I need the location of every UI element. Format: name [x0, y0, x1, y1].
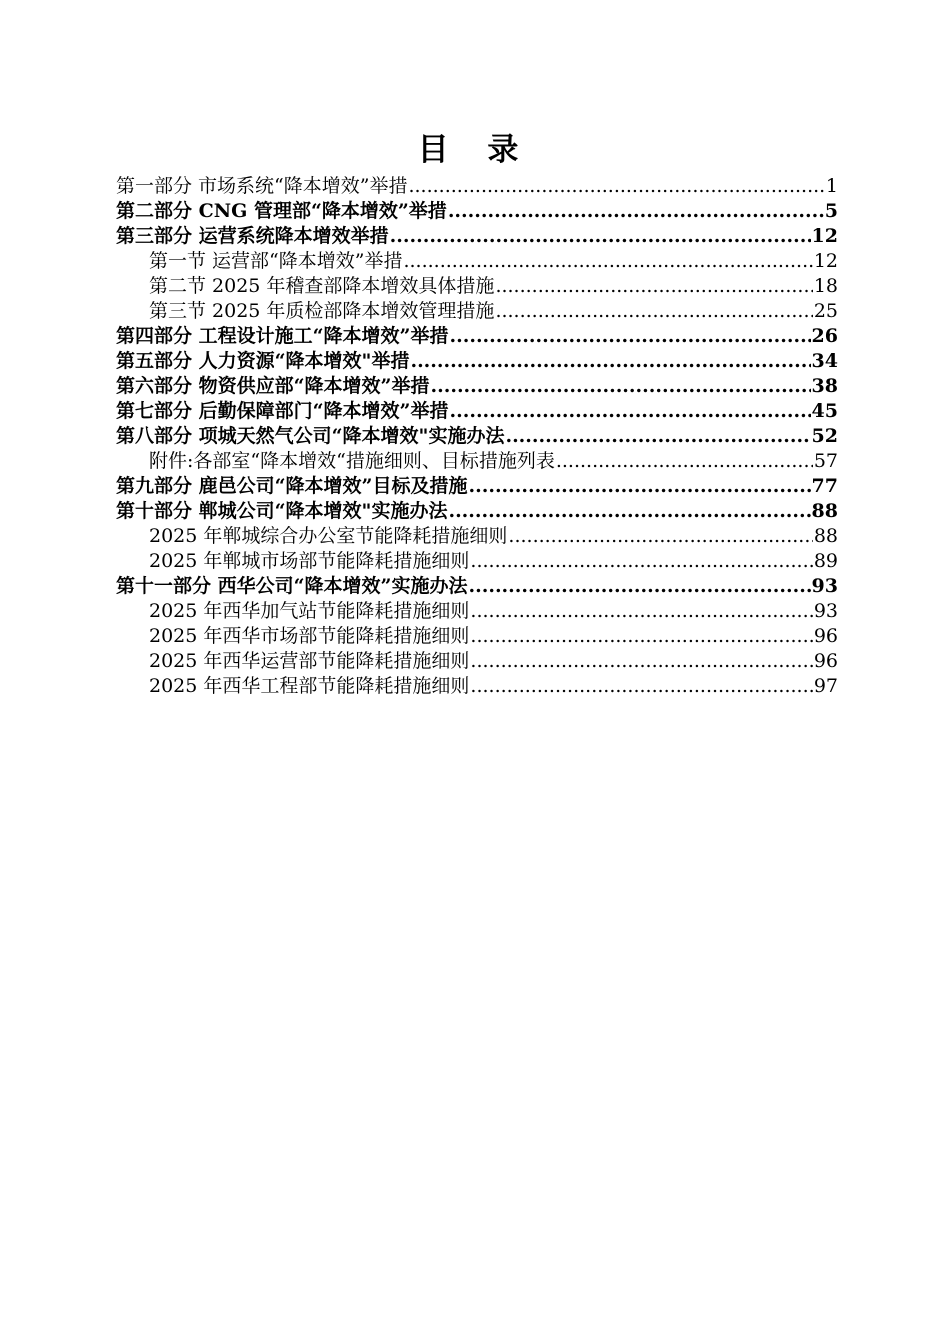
toc-entry[interactable] [116, 199, 838, 224]
toc-entry-page: 52 [811, 425, 838, 447]
toc-entry-label: 附件:各部室“降本增效“措施细则、目标措施列表 [149, 450, 555, 472]
toc-entry[interactable] [116, 324, 838, 349]
toc-leader-dots [495, 274, 812, 299]
toc-entry[interactable] [116, 524, 838, 549]
toc-entry-label: 第六部分 物资供应部“降本增效”举措 [116, 375, 430, 397]
toc-leader-dots [448, 199, 824, 224]
toc-entry-label: 2025 年西华工程部节能降耗措施细则 [149, 675, 470, 697]
toc-entry-page: 96 [813, 650, 838, 672]
toc-entry-label: 第三节 2025 年质检部降本增效管理措施 [149, 300, 495, 322]
toc-leader-dots [390, 224, 811, 249]
toc-entry[interactable] [116, 549, 838, 574]
toc-entry-page: 1 [825, 175, 838, 197]
toc-leader-dots [495, 299, 812, 324]
toc-entry-page: 96 [813, 625, 838, 647]
toc-entry[interactable] [116, 374, 838, 399]
toc-entry[interactable] [116, 599, 838, 624]
toc-leader-dots [430, 374, 810, 399]
toc-entry[interactable] [116, 474, 838, 499]
toc-entry-label: 第二节 2025 年稽查部降本增效具体措施 [149, 275, 495, 297]
toc-entry[interactable] [116, 499, 838, 524]
toc-title: 目 录 [417, 132, 533, 168]
toc-leader-dots [408, 174, 824, 199]
toc-entry-page: 57 [813, 450, 838, 472]
toc-entry-page: 97 [813, 675, 838, 697]
toc-entry-page: 12 [813, 250, 838, 272]
toc-leader-dots [468, 574, 810, 599]
toc-leader-dots [470, 674, 812, 699]
toc-entry[interactable] [116, 674, 838, 699]
toc-entry[interactable] [116, 399, 838, 424]
toc-entry-label: 2025 年西华市场部节能降耗措施细则 [149, 625, 470, 647]
toc-leader-dots [508, 524, 812, 549]
toc-entry-label: 第四部分 工程设计施工“降本增效”举措 [116, 325, 449, 347]
toc-entry-label: 第七部分 后勤保障部门“降本增效”举措 [116, 400, 449, 422]
toc-entry-page: 38 [811, 375, 838, 397]
toc-entry-page: 93 [813, 600, 838, 622]
toc-entry[interactable] [116, 349, 838, 374]
toc-leader-dots [448, 499, 810, 524]
toc-entry-label: 第一节 运营部“降本增效”举措 [149, 250, 403, 272]
toc-entry-page: 93 [811, 575, 838, 597]
toc-leader-dots [470, 649, 812, 674]
toc-leader-dots [470, 599, 812, 624]
toc-leader-dots [449, 399, 810, 424]
toc-entry-page: 12 [811, 225, 838, 247]
toc-entry[interactable] [116, 574, 838, 599]
toc-entry-label: 第二部分 CNG 管理部“降本增效”举措 [116, 200, 447, 222]
toc-entry[interactable] [116, 249, 838, 274]
toc-leader-dots [403, 249, 812, 274]
toc-entry-page: 88 [811, 500, 838, 522]
toc-entry[interactable] [116, 449, 838, 474]
toc-entry-label: 第一部分 市场系统“降本增效”举措 [116, 175, 408, 197]
toc-entry-label: 第九部分 鹿邑公司“降本增效”目标及措施 [116, 475, 468, 497]
toc-leader-dots [410, 349, 810, 374]
toc-entry-label: 第五部分 人力资源“降本增效"举措 [116, 350, 410, 372]
toc-entry-page: 88 [813, 525, 838, 547]
toc-entry-label: 2025 年郸城市场部节能降耗措施细则 [149, 550, 470, 572]
toc-entry[interactable] [116, 624, 838, 649]
table-of-contents [116, 174, 838, 699]
toc-entry[interactable] [116, 649, 838, 674]
toc-entry[interactable] [116, 424, 838, 449]
toc-entry-page: 77 [811, 475, 838, 497]
toc-entry-page: 34 [811, 350, 838, 372]
toc-entry-label: 第八部分 项城天然气公司“降本增效"实施办法 [116, 425, 505, 447]
toc-entry-page: 25 [813, 300, 838, 322]
toc-entry-label: 2025 年西华加气站节能降耗措施细则 [149, 600, 470, 622]
toc-entry[interactable] [116, 274, 838, 299]
toc-entry-page: 26 [811, 325, 838, 347]
toc-entry[interactable] [116, 224, 838, 249]
toc-leader-dots [470, 549, 812, 574]
toc-entry-label: 第三部分 运营系统降本增效举措 [116, 225, 389, 247]
toc-entry-page: 18 [813, 275, 838, 297]
toc-entry-label: 2025 年西华运营部节能降耗措施细则 [149, 650, 470, 672]
toc-entry-label: 第十一部分 西华公司“降本增效”实施办法 [116, 575, 468, 597]
toc-leader-dots [470, 624, 812, 649]
toc-entry-label: 第十部分 郸城公司“降本增效"实施办法 [116, 500, 448, 522]
toc-entry[interactable] [116, 174, 838, 199]
toc-entry[interactable] [116, 299, 838, 324]
toc-leader-dots [449, 324, 810, 349]
toc-entry-page: 45 [811, 400, 838, 422]
toc-entry-page: 5 [824, 200, 838, 222]
toc-entry-label: 2025 年郸城综合办公室节能降耗措施细则 [149, 525, 508, 547]
toc-entry-page: 89 [813, 550, 838, 572]
toc-leader-dots [468, 474, 810, 499]
toc-leader-dots [556, 449, 813, 474]
toc-leader-dots [505, 424, 810, 449]
